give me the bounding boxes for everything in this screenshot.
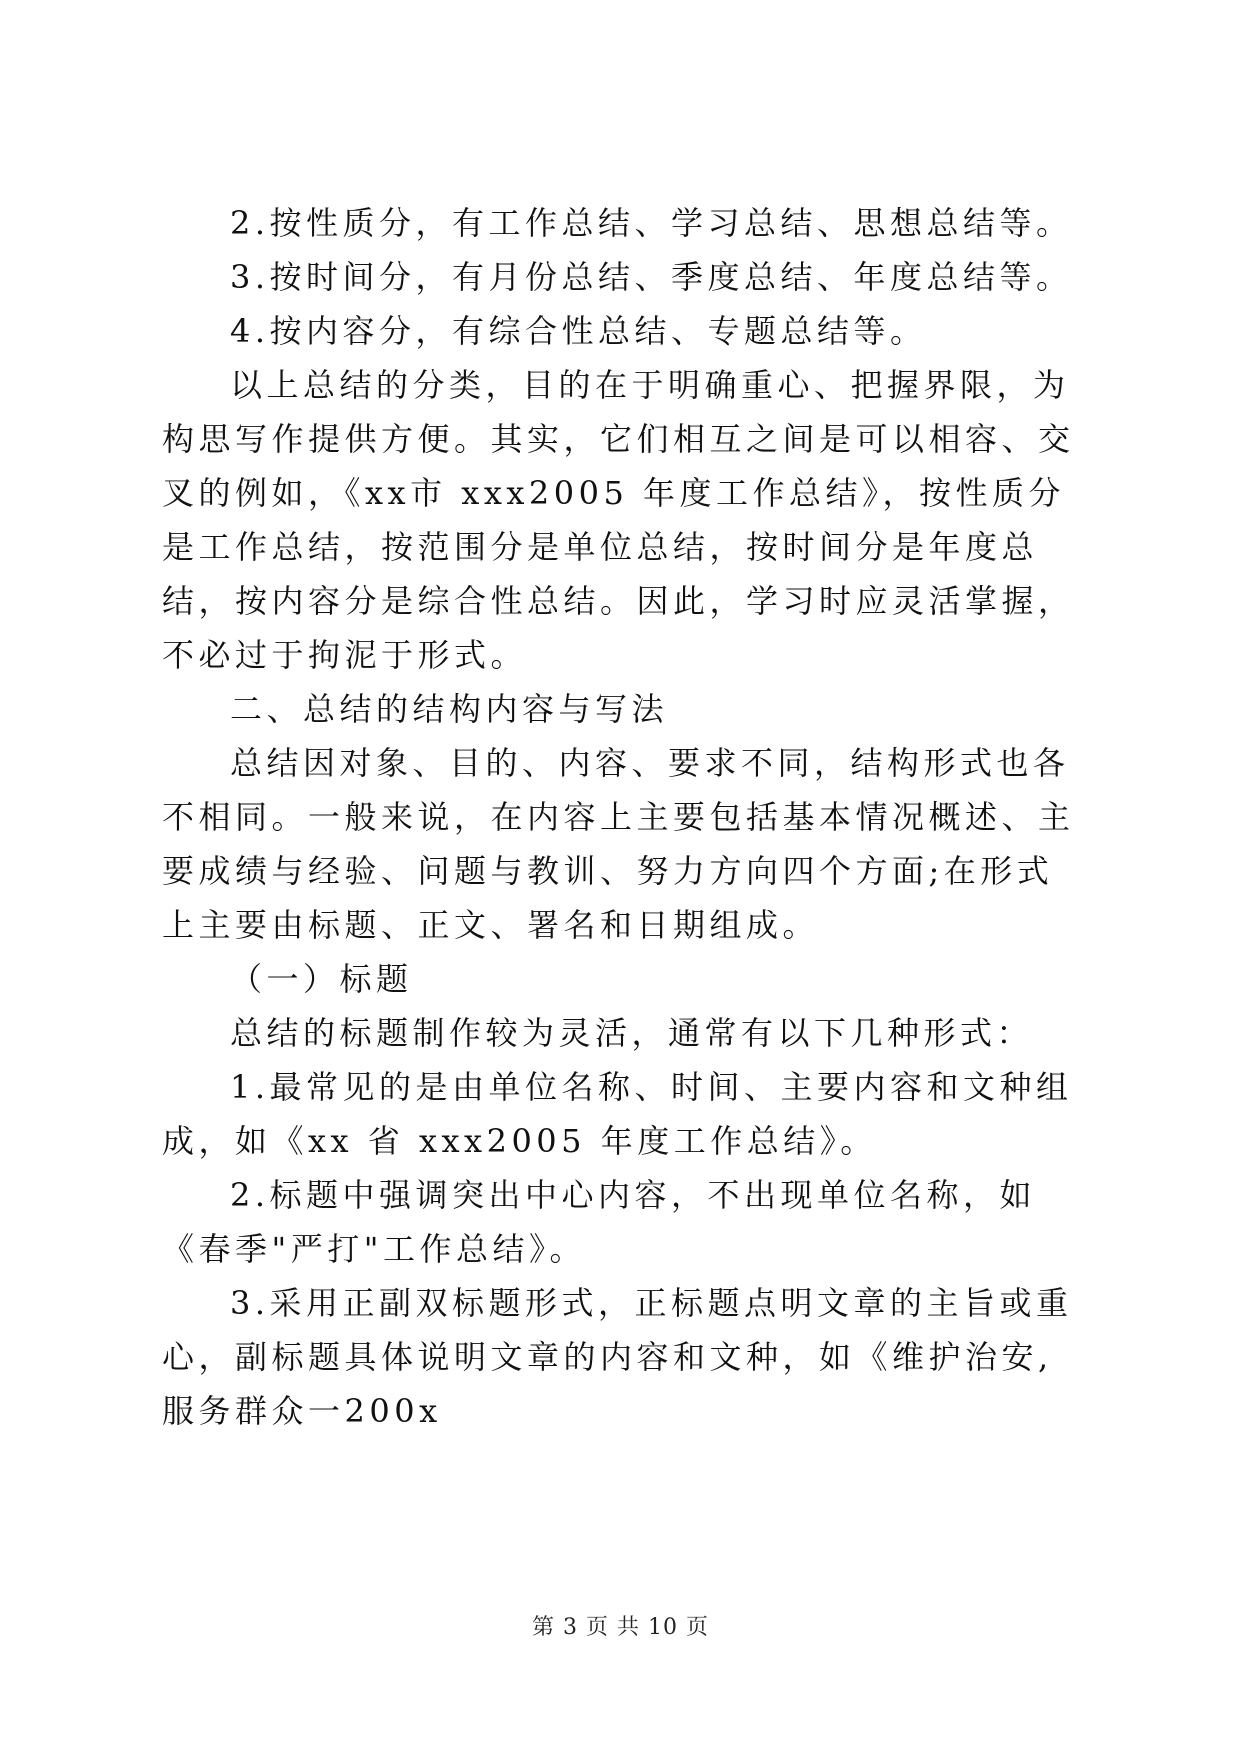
paragraph-title-form-2: 2.标题中强调突出中心内容，不出现单位名称，如《春季"严打"工作总结》。 — [162, 1176, 1037, 1268]
paragraph-title-forms-intro: 总结的标题制作较为灵活，通常有以下几种形式： — [230, 1014, 1034, 1052]
section-heading-structure: 二、总结的结构内容与写法 — [230, 690, 669, 728]
paragraph-classification-by-nature: 2.按性质分，有工作总结、学习总结、思想总结等。 — [230, 204, 1073, 242]
subsection-heading-title: （一）标题 — [230, 960, 413, 998]
document-body — [162, 196, 1082, 1438]
paragraph-structure-overview: 总结因对象、目的、内容、要求不同，结构形式也各不相同。一般来说，在内容上主要包括基本情况概述、主要成绩与经验、问题与教训、努力方向四个方面;在形式上主要由标题、正文、署名和日期组成。 — [162, 744, 1075, 944]
paragraph-classification-by-time: 3.按时间分，有月份总结、季度总结、年度总结等。 — [230, 258, 1073, 296]
paragraph-classification-summary: 以上总结的分类，目的在于明确重心、把握界限，为构思写作提供方便。其实，它们相互之间是可以相容、交叉的例如，《xx市 xxx2005 年度工作总结》，按性质分是工作总结，按范围分是单位总结，按时间分是年度总结，按内容分是综合性总结。因此，学习时应灵活掌握，不必过于拘泥于形式。 — [162, 366, 1075, 674]
paragraph-classification-by-content: 4.按内容分，有综合性总结、专题总结等。 — [230, 312, 927, 350]
paragraph-title-form-1: 1.最常见的是由单位名称、时间、主要内容和文种组成，如《xx 省 xxx2005 年度工作总结》。 — [162, 1068, 1073, 1160]
page-number-footer: 第 3 页 共 10 页 — [532, 1615, 709, 1640]
paragraph-title-form-3: 3.采用正副双标题形式，正标题点明文章的主旨或重心，副标题具体说明文章的内容和文种，如《维护治安,服务群众一200x — [162, 1284, 1073, 1430]
